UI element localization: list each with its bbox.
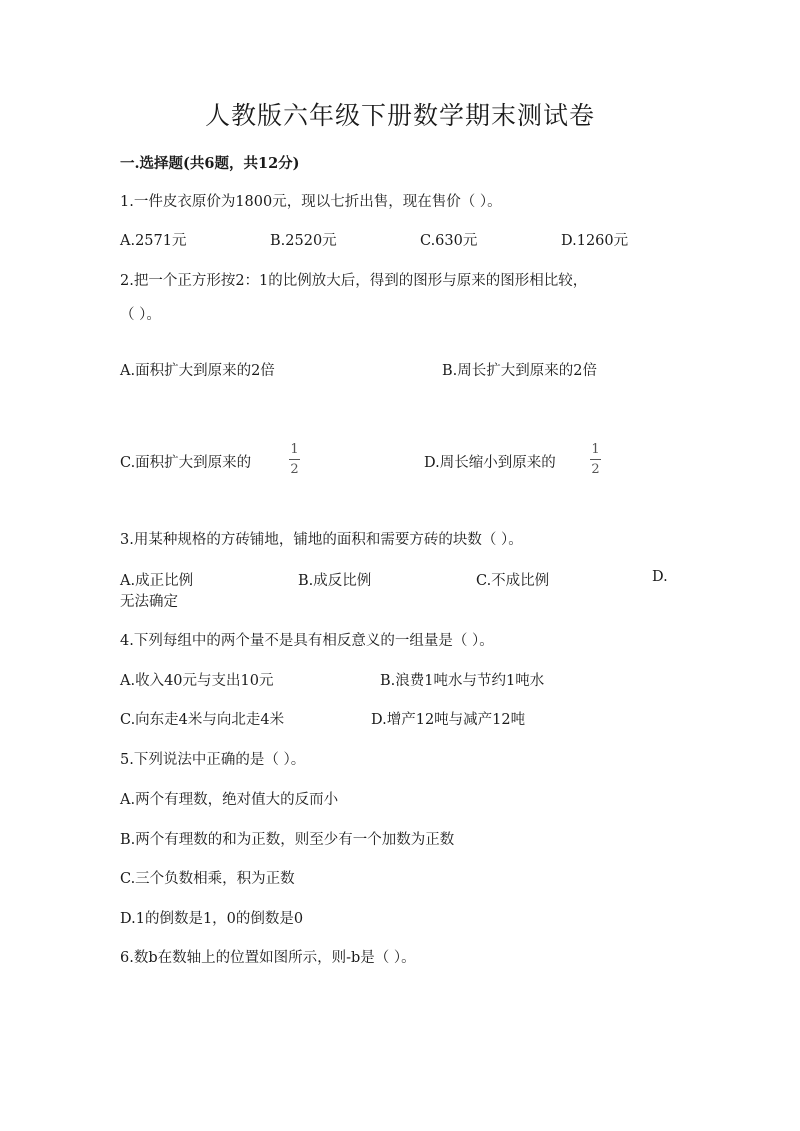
question-3-option-a: A.成正比例	[120, 573, 194, 589]
question-2-option-c: C.面积扩大到原来的	[120, 455, 252, 471]
question-1-option-b: B.2520元	[270, 233, 337, 249]
fraction-numerator: 1	[290, 442, 299, 457]
fraction-denominator: 2	[290, 462, 299, 477]
question-1-option-a: A.2571元	[120, 233, 187, 249]
fraction-bar	[289, 459, 300, 460]
question-3-stem: 3.用某种规格的方砖铺地，铺地的面积和需要方砖的块数（ ）。	[120, 532, 523, 548]
question-4-option-a: A.收入40元与支出10元	[120, 673, 274, 689]
question-2-option-c-fraction	[289, 443, 300, 476]
question-5-option-b: B.两个有理数的和为正数，则至少有一个加数为正数	[120, 832, 455, 848]
fraction-numerator: 1	[591, 442, 600, 457]
question-1-stem: 1.一件皮衣原价为1800元，现以七折出售，现在售价（ ）。	[120, 194, 502, 210]
question-5-option-a: A.两个有理数，绝对值大的反而小	[120, 792, 339, 808]
question-3-option-d-prefix: D.	[652, 569, 668, 585]
question-6-stem: 6.数b在数轴上的位置如图所示，则-b是（ ）。	[120, 950, 416, 966]
question-2-stem-continued: （ ）。	[120, 307, 161, 323]
question-2-stem: 2.把一个正方形按2：1的比例放大后，得到的图形与原来的图形相比较，	[120, 273, 588, 289]
question-4-stem: 4.下列每组中的两个量不是具有相反意义的一组量是（ ）。	[120, 633, 494, 649]
question-1-option-c: C.630元	[420, 233, 478, 249]
question-3-option-b: B.成反比例	[298, 573, 372, 589]
question-5-stem: 5.下列说法中正确的是（ ）。	[120, 752, 306, 768]
question-3-option-d-text: 无法确定	[120, 594, 178, 610]
question-2-option-a: A.面积扩大到原来的2倍	[120, 363, 275, 379]
question-3-option-c: C.不成比例	[476, 573, 550, 589]
question-5-option-d: D.1的倒数是1，0的倒数是0	[120, 911, 304, 927]
fraction-denominator: 2	[591, 462, 600, 477]
question-4-option-b: B.浪费1吨水与节约1吨水	[380, 673, 545, 689]
question-4-option-c: C.向东走4米与向北走4米	[120, 712, 285, 728]
question-5-option-c: C.三个负数相乘，积为正数	[120, 871, 295, 887]
question-2-option-d-fraction	[590, 443, 601, 476]
fraction-bar	[590, 459, 601, 460]
question-1-option-d: D.1260元	[561, 233, 629, 249]
question-4-option-d: D.增产12吨与减产12吨	[371, 712, 526, 728]
section-heading: 一.选择题(共6题，共12分)	[120, 155, 300, 172]
question-2-option-b: B.周长扩大到原来的2倍	[442, 363, 597, 379]
question-2-option-d: D.周长缩小到原来的	[424, 455, 556, 471]
page-title: 人教版六年级下册数学期末测试卷	[204, 101, 595, 130]
